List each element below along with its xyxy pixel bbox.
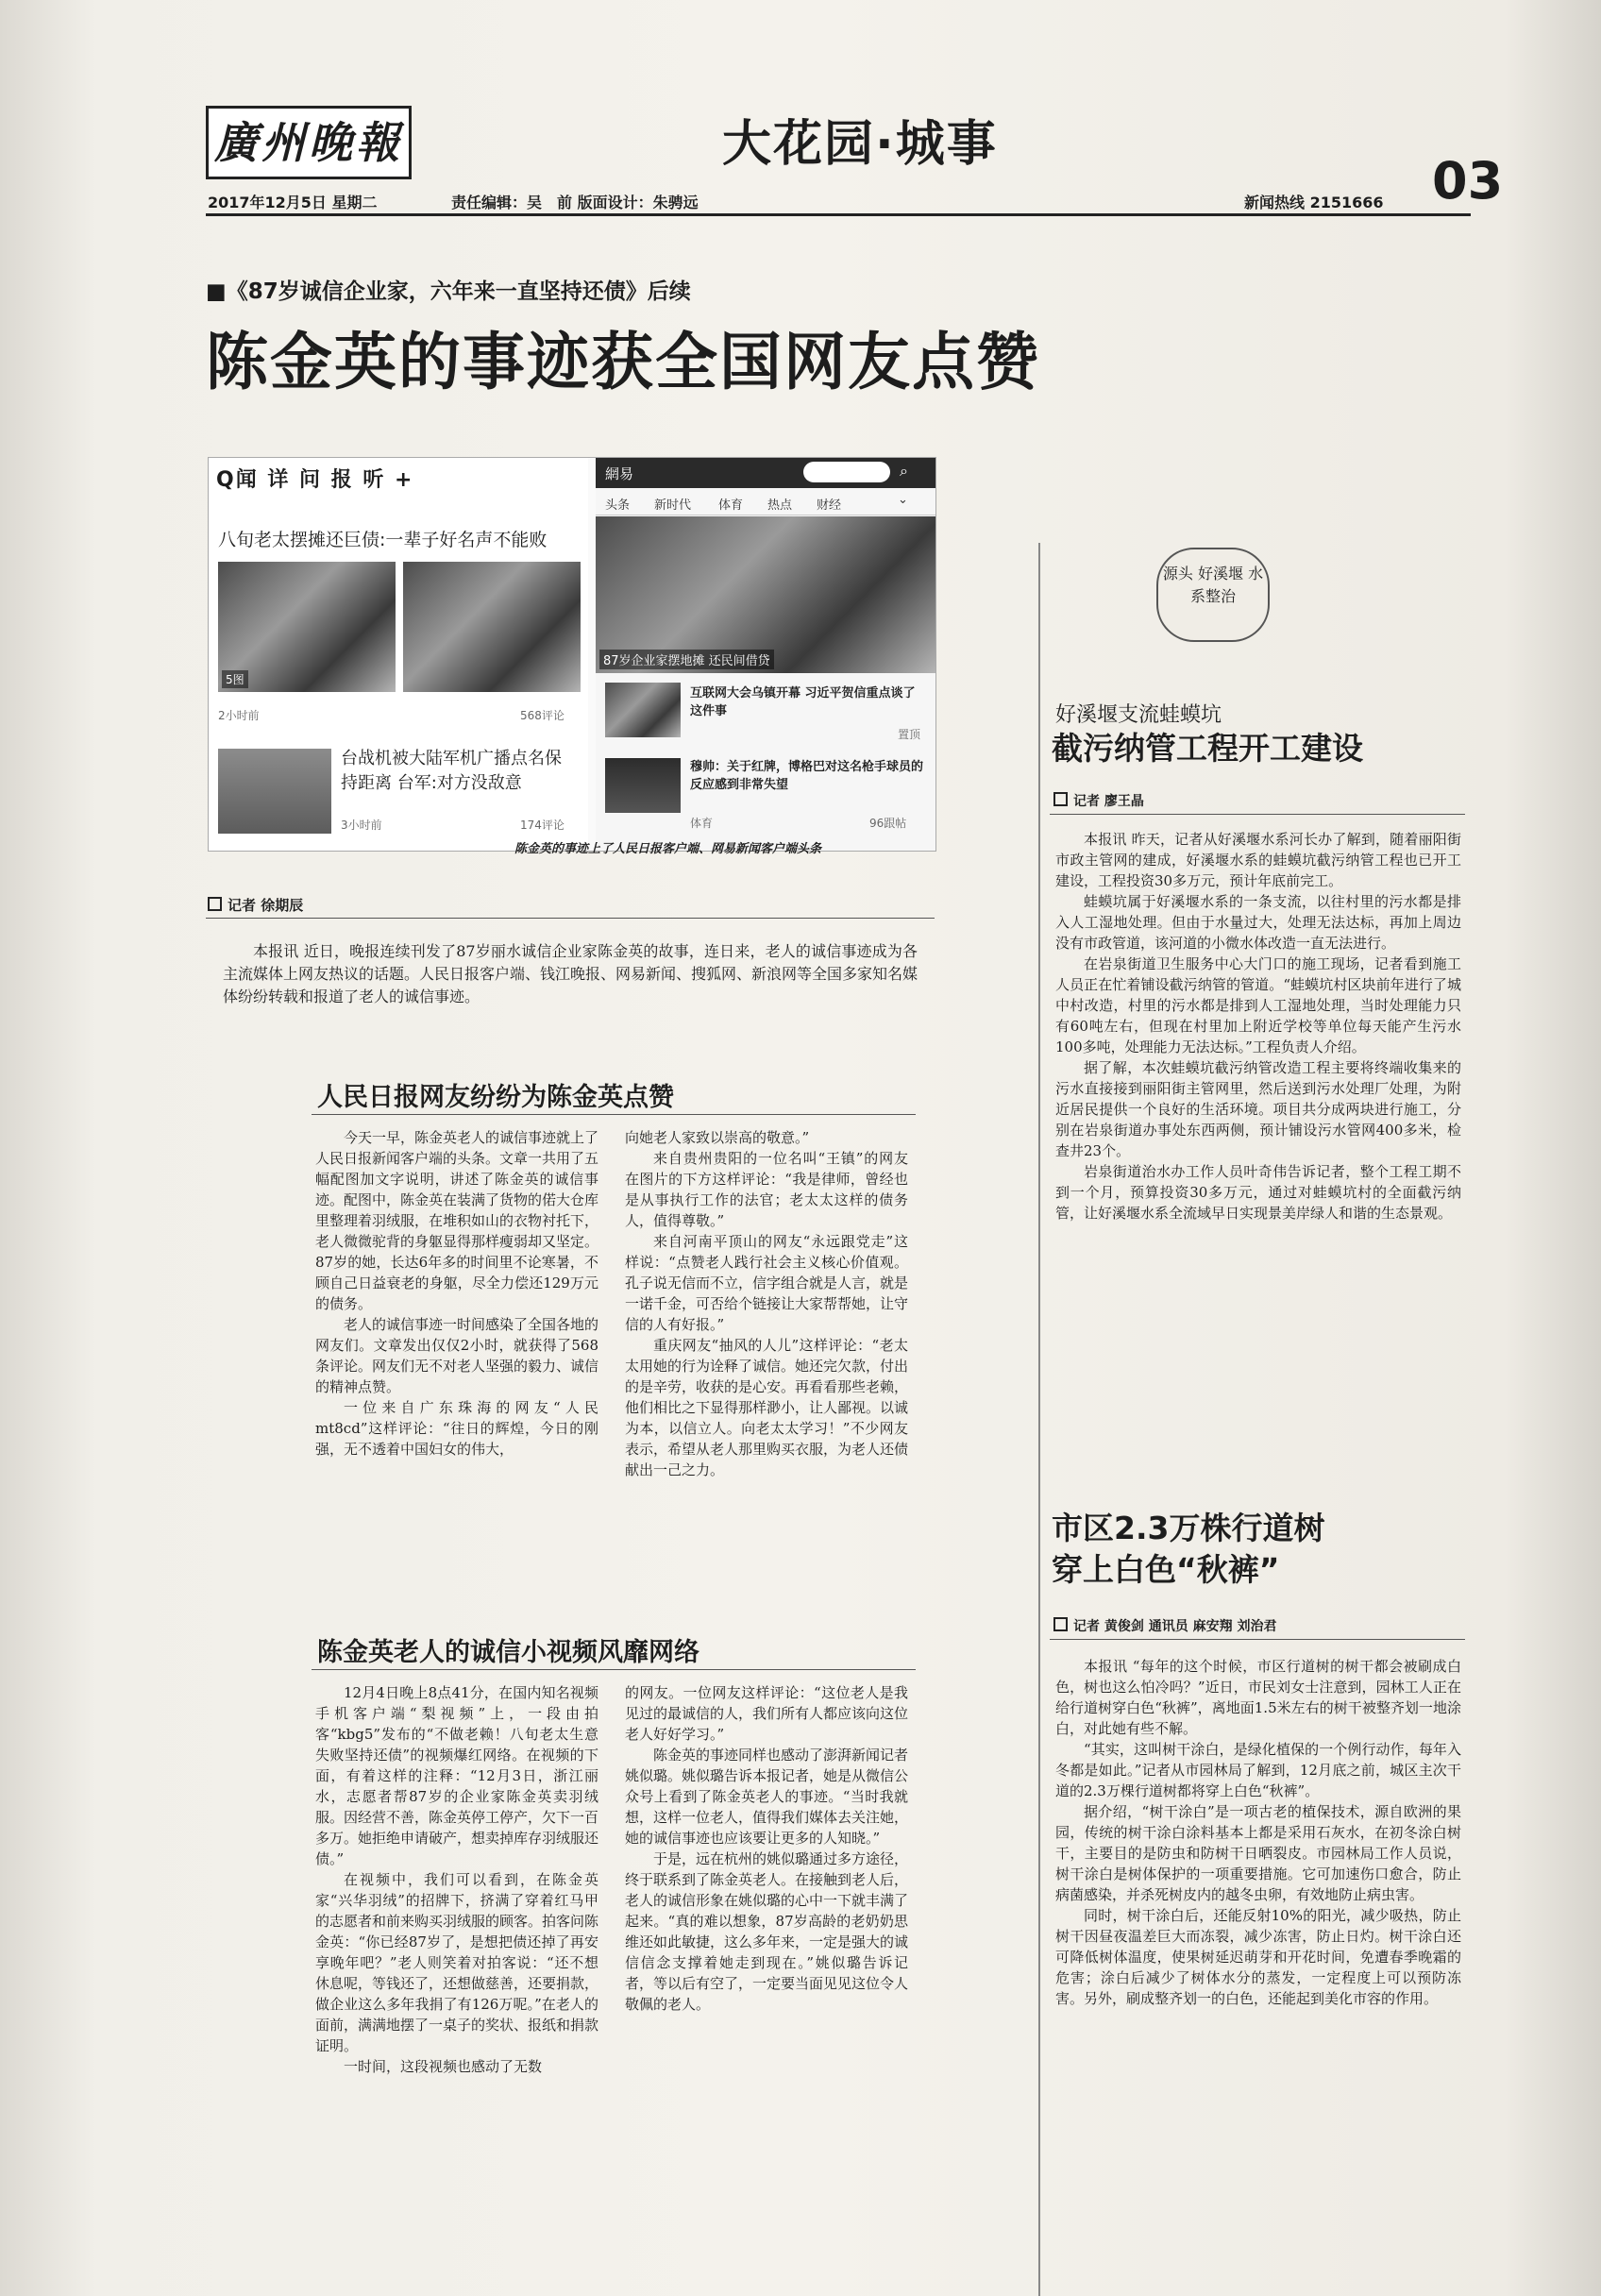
paragraph: 岩泉街道治水办工作人员叶奇伟告诉记者，整个工程工期不到一个月，预算投资30多万元，通过对蛙蟆坑村的全面截污纳管，让好溪堰水系全流域早日实现景美岸绿人和谐的生态景观。 bbox=[1055, 1163, 1461, 1222]
divider bbox=[1050, 814, 1465, 815]
newspaper-logo: 廣州晚報 bbox=[206, 106, 412, 179]
comment-count: 568评论 bbox=[520, 709, 565, 722]
photo-caption: 87岁企业家摆地摊 还民间借贷 bbox=[599, 650, 774, 669]
divider bbox=[312, 1669, 916, 1670]
divider bbox=[312, 1114, 916, 1115]
paragraph: 陈金英的事迹同样也感动了澎湃新闻记者姚似璐。姚似璐告诉本报记者，她是从微信公众号上看到了陈金英老人的事迹。“当时我就想，这样一位老人，值得我们媒体去关注她，她的诚信事迹也应该要让更多的人知晓。” bbox=[625, 1747, 909, 1847]
fighter-jet-photo bbox=[218, 749, 331, 834]
story-byline: 记者 徐期辰 bbox=[208, 895, 303, 915]
news-hotline: 新闻热线 2151666 bbox=[1244, 194, 1384, 211]
news-time: 2小时前 bbox=[218, 709, 260, 722]
text-column bbox=[625, 1127, 908, 1480]
paragraph: 一时间，这段视频也感动了无数 bbox=[344, 2058, 543, 2075]
peoples-daily-app bbox=[209, 458, 588, 851]
paragraph: 本报讯 昨天，记者从好溪堰水系河长办了解到，随着丽阳街市政主管网的建成，好溪堰水系的蛙蟆坑截污纳管工程也已开工建设，工程投资30多万元，预计年底前完工。 bbox=[1055, 831, 1461, 889]
subheading: 人民日报网友纷纷为陈金英点赞 bbox=[317, 1083, 674, 1112]
chevron-down-icon[interactable]: ⌄ bbox=[898, 493, 908, 507]
main-headline: 陈金英的事迹获全国网友点赞 bbox=[206, 326, 1040, 398]
subheading: 陈金英老人的诚信小视频风靡网络 bbox=[317, 1638, 699, 1667]
story-intro: 本报讯 近日，晚报连续刊发了87岁丽水诚信企业家陈金英的故事，连日来，老人的诚信事迹成为各主流媒体上网友热议的话题。人民日报客户端、钱江晚报、网易新闻、搜狐网、新浪网等全国多家知名媒体纷纷转载和报道了老人的诚信事迹。 bbox=[223, 942, 918, 1005]
app-name: 網易 bbox=[605, 465, 634, 482]
app-nav-bar: Q闻 详 问 报 听 + bbox=[216, 468, 414, 492]
sidebar-headline: 截污纳管工程开工建设 bbox=[1052, 730, 1363, 767]
story-kicker: ■《87岁诚信企业家，六年来一直坚持还债》后续 bbox=[206, 279, 691, 304]
news-photo bbox=[218, 562, 396, 692]
text-column bbox=[315, 1127, 598, 1460]
editor-credits: 责任编辑：吴 前 版面设计：朱骋远 bbox=[451, 194, 699, 211]
paragraph: 据了解，本次蛙蟆坑截污纳管改造工程主要将终端收集来的污水直接接到丽阳街主管网里，然后送到污水处理厂处理，为附近居民提供一个良好的生活环境。项目共分成两块进行施工，分别在岩泉街道办事处东西两侧，预计铺设污水管网400多米，检查井23个。 bbox=[1055, 1059, 1461, 1159]
paragraph: 同时，树干涂白后，还能反射10%的阳光，减少吸热，防止树干因昼夜温差巨大而冻裂，减少冻害，防止日灼。树干涂白还可降低树体温度，使果树延迟萌芽和开花时间，免遭春季晚霜的危害；涂白后减少了树体水分的蒸发，一定程度上可以预防冻害。另外，刷成整齐划一的白色，还能起到美化市容的作用。 bbox=[1055, 1907, 1461, 2007]
text-column bbox=[1055, 1656, 1461, 2009]
paragraph: 老人的诚信事迹一时间感染了全国各地的网友们。文章发出仅仅2小时，就获得了568条评论。网友们无不对老人坚强的毅力、诚信的精神点赞。 bbox=[315, 1316, 599, 1395]
news-photo bbox=[403, 562, 581, 692]
news-time: 3小时前 bbox=[341, 819, 382, 832]
paragraph: 重庆网友“抽风的人儿”这样评论：“老太太用她的行为诠释了诚信。她还完欠款，付出的是辛劳，收获的是心安。再看看那些老赖，他们相比之下显得那样渺小，让人鄙视。以诚为本，以信立人。向老太太学习！”不少网友表示，希望从老人那里购买衣服，为老人还债献出一己之力。 bbox=[625, 1337, 909, 1478]
paragraph: 12月4日晚上8点41分，在国内知名视频手机客户端“梨视频”上，一段由拍客“kbg5”发布的“不做老赖！八旬老太生意失败坚持还债”的视频爆红网络。在视频的下面，有着这样的注释：“12月3日，浙江丽水，志愿者帮87岁的企业家陈金英卖羽绒服。因经营不善，陈金英停工停产，欠下一百多万。她拒绝申请破产，想卖掉库存羽绒服还债。” bbox=[315, 1684, 599, 1867]
news-item-title: 穆帅：关于红牌，博格巴对这名枪手球员的反应感到非常失望 bbox=[690, 760, 924, 792]
news-item-title: 八旬老太摆摊还巨债:一辈子好名声不能败 bbox=[218, 530, 548, 550]
text-column bbox=[315, 1682, 598, 2077]
netease-app bbox=[596, 458, 935, 851]
paragraph: 在视频中，我们可以看到，在陈金英家“兴华羽绒”的招牌下，挤满了穿着红马甲的志愿者和前来购买羽绒服的顾客。拍客问陈金英：“你已经87岁了，是想把债还掉了再安享晚年吧？”老人则笑着对拍客说：“还不想休息呢，等钱还了，还想做慈善，还要捐款，做企业这么多年我捐了有126万呢。”在老人的面前，满满地摆了一桌子的奖状、报纸和捐款证明。 bbox=[315, 1871, 599, 2054]
paragraph: 一位来自广东珠海的网友“人民mt8cd”这样评论：“往日的辉煌，今日的刚强，无不透着中国妇女的伟大， bbox=[315, 1399, 598, 1458]
figure-caption: 陈金英的事迹上了人民日报客户端、网易新闻客户端头条 bbox=[514, 842, 822, 856]
news-item-title: 台战机被大陆军机广播点名保持距离 台军:对方没敌意 bbox=[341, 749, 562, 793]
pinned-tag: 置顶 bbox=[898, 728, 921, 741]
search-icon[interactable]: ⌕ bbox=[900, 462, 908, 480]
paragraph: 来自贵州贵阳的一位名叫“王镇”的网友在图片的下方这样评论：“我是律师，曾经也是从事执行工作的法官；老太太这样的债务人，值得尊敬。” bbox=[625, 1150, 908, 1229]
page-number: 03 bbox=[1432, 151, 1504, 211]
divider bbox=[1050, 1639, 1465, 1640]
news-thumbnail bbox=[605, 758, 681, 813]
masthead-rule bbox=[206, 213, 1471, 216]
paragraph: 的网友。一位网友这样评论：“这位老人是我见过的最诚信的人，我们所有人都应该向这位老人好好学习。” bbox=[625, 1684, 909, 1743]
section-ornament: 源头 好溪堰 水系整治 bbox=[1156, 548, 1270, 642]
news-thumbnail bbox=[605, 683, 681, 737]
tab[interactable]: 财经 bbox=[817, 498, 842, 513]
tab[interactable]: 头条 bbox=[605, 498, 631, 513]
sidebar-kicker: 好溪堰支流蛙蟆坑 bbox=[1055, 703, 1222, 727]
search-input[interactable] bbox=[803, 462, 890, 482]
text-column bbox=[1055, 829, 1461, 1224]
sidebar-headline: 穿上白色“秋裤” bbox=[1052, 1551, 1280, 1588]
sidebar-byline: 记者 黄俊剑 通讯员 麻安翔 刘治君 bbox=[1053, 1616, 1277, 1635]
category-tag: 体育 bbox=[690, 817, 714, 830]
category-tabs bbox=[596, 490, 935, 515]
section-title: 大花园·城事 bbox=[722, 116, 998, 173]
app-screenshot-figure bbox=[208, 457, 936, 852]
tab[interactable]: 新时代 bbox=[654, 498, 692, 513]
issue-date: 2017年12月5日 星期二 bbox=[208, 194, 378, 211]
paragraph: 向她老人家致以崇高的敬意。” bbox=[625, 1129, 810, 1146]
tab[interactable]: 体育 bbox=[718, 498, 744, 513]
paragraph: 今天一早，陈金英老人的诚信事迹就上了人民日报新闻客户端的头条。文章一共用了五幅配图加文字说明，讲述了陈金英的诚信事迹。配图中，陈金英在装满了货物的偌大仓库里整理着羽绒服，在堆积如山的衣物衬托下，老人微微驼背的身躯显得那样瘦弱却又坚定。87岁的她，长达6年多的时间里不论寒暑，不顾自己日益衰老的身躯，尽全力偿还129万元的债务。 bbox=[315, 1129, 599, 1312]
tab[interactable]: 热点 bbox=[767, 498, 793, 513]
news-item-title: 互联网大会乌镇开幕 习近平贺信重点谈了这件事 bbox=[690, 686, 916, 718]
paragraph: 蛙蟆坑属于好溪堰水系的一条支流，以往村里的污水都是排入人工湿地处理。但由于水量过大，处理无法达标，再加上周边没有市政管道，该河道的小微水体改造一直无法进行。 bbox=[1055, 893, 1461, 952]
photo-count-badge: 5图 bbox=[222, 670, 248, 688]
comment-count: 174评论 bbox=[520, 819, 565, 832]
paragraph: “其实，这叫树干涂白，是绿化植保的一个例行动作，每年入冬都是如此。”记者从市园林局了解到，12月底之前，城区主次干道的2.3万棵行道树都将穿上白色“秋裤”。 bbox=[1055, 1741, 1461, 1799]
divider bbox=[206, 918, 935, 919]
sidebar-byline: 记者 廖王晶 bbox=[1053, 791, 1144, 810]
paragraph: 来自河南平顶山的网友“永远跟党走”这样说：“点赞老人践行社会主义核心价值观。孔子说无信而不立，信字组合就是人言，就是一诺千金，可否给个链接让大家帮帮她，让守信的人有好报。” bbox=[625, 1233, 909, 1333]
comment-count: 96跟帖 bbox=[869, 817, 907, 830]
paragraph: 据介绍，“树干涂白”是一项古老的植保技术，源自欧洲的果园，传统的树干涂白涂料基本上都是采用石灰水，在初冬涂白树干，主要目的是防虫和防树干日晒裂皮。市园林局工作人员说，树干涂白是树体保护的一项重要措施。它可加速伤口愈合，防止病菌感染，并杀死树皮内的越冬虫卵，有效地防止病虫害。 bbox=[1055, 1803, 1461, 1903]
headline-photo bbox=[596, 516, 935, 673]
sidebar-headline: 市区2.3万株行道树 bbox=[1052, 1510, 1325, 1546]
paragraph: 本报讯 “每年的这个时候，市区行道树的树干都会被刷成白色，树也这么怕冷吗？”近日，市民刘女士注意到，园林工人正在给行道树穿白色“秋裤”，离地面1.5米左右的树干被整齐划一地涂白，对此她有些不解。 bbox=[1055, 1658, 1461, 1737]
paragraph: 于是，远在杭州的姚似璐通过多方途径，终于联系到了陈金英老人。在接触到老人后，老人的诚信形象在姚似璐的心中一下就丰满了起来。“真的难以想象，87岁高龄的老奶奶思维还如此敏捷，这么多年来，一定是强大的诚信信念支撑着她走到现在。”姚似璐告诉记者，等以后有空了，一定要当面见见这位令人敬佩的老人。 bbox=[625, 1850, 909, 2013]
text-column bbox=[625, 1682, 908, 2015]
app-top-bar bbox=[596, 458, 935, 488]
paragraph: 在岩泉街道卫生服务中心大门口的施工现场，记者看到施工人员正在忙着铺设截污纳管的管道。“蛙蟆坑村区块前年进行了城中村改造，村里的污水都是排到人工湿地处理，当时处理能力只有60吨左右，但现在村里加上附近学校等单位每天能产生污水100多吨，处理能力无法达标。”工程负责人介绍。 bbox=[1055, 955, 1461, 1055]
